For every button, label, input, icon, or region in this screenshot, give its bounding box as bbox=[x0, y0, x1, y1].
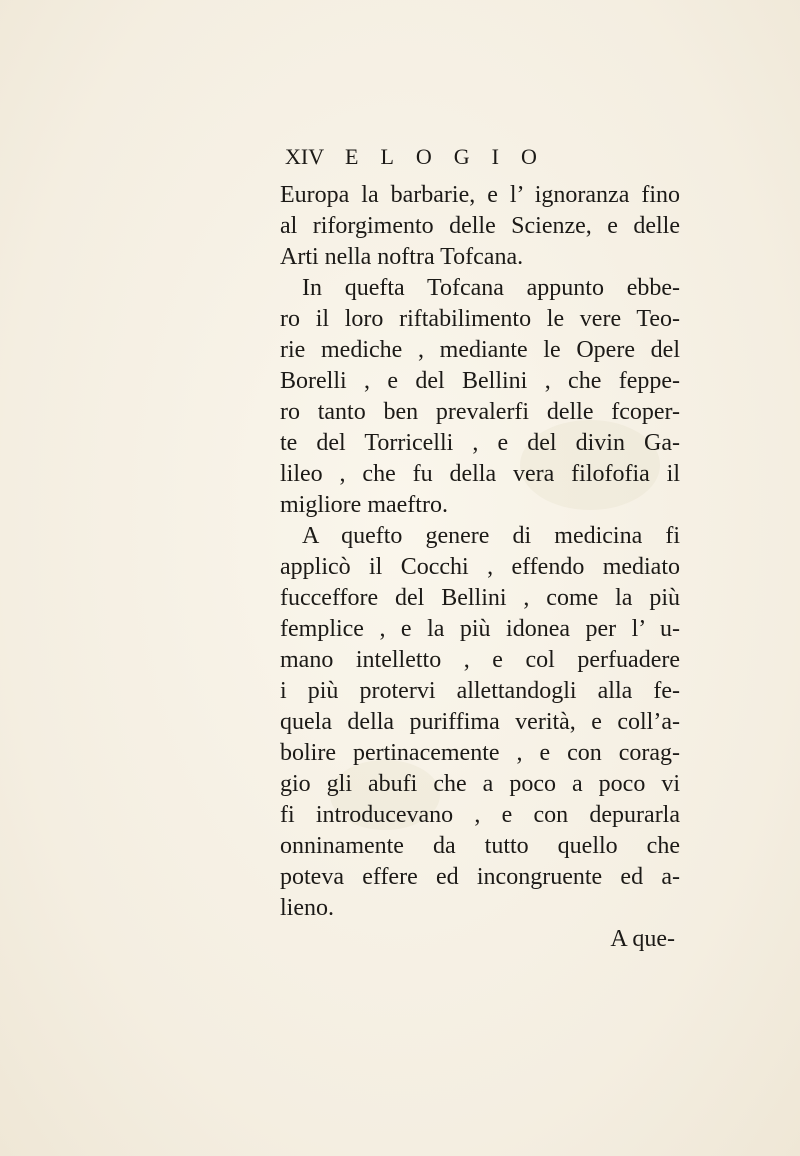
text-line: i più protervi allettandogli alla fe- bbox=[280, 678, 680, 704]
page-header bbox=[285, 143, 675, 171]
text-line: Arti nella noftra Tofcana. bbox=[280, 244, 524, 270]
text-line: Borelli , e del Bellini , che feppe- bbox=[280, 368, 680, 394]
text-line: ro il loro riftabilimento le vere Teo- bbox=[280, 306, 680, 332]
text-line: femplice , e la più idonea per l’ u- bbox=[280, 616, 680, 642]
text-line: In quefta Tofcana appunto ebbe- bbox=[302, 275, 680, 301]
text-line: fucceffore del Bellini , come la più bbox=[280, 585, 680, 611]
text-line: rie mediche , mediante le Opere del bbox=[280, 337, 680, 363]
text-line: lieno. bbox=[280, 895, 334, 921]
text-line: ro tanto ben prevalerfi delle fcoper- bbox=[280, 399, 680, 425]
text-line: poteva effere ed incongruente ed a- bbox=[280, 864, 680, 890]
text-line: mano intelletto , e col perfuadere bbox=[280, 647, 680, 673]
text-line: quela della puriffima verità, e coll’a- bbox=[280, 709, 680, 735]
text-line: onninamente da tutto quello che bbox=[280, 833, 680, 859]
text-line: fi introducevano , e con depurarla bbox=[280, 802, 680, 828]
text-line: te del Torricelli , e del divin Ga- bbox=[280, 430, 680, 456]
text-line: Europa la barbarie, e l’ ignoranza fino bbox=[280, 182, 680, 208]
text-line: lileo , che fu della vera filofofia il bbox=[280, 461, 680, 487]
text-line: al riforgimento delle Scienze, e delle bbox=[280, 213, 680, 239]
body-text bbox=[280, 180, 680, 955]
page-number: XIV bbox=[285, 144, 325, 169]
text-line: applicò il Cocchi , effendo mediato bbox=[280, 554, 680, 580]
running-title: ELOGIO bbox=[345, 144, 559, 169]
text-line: bolire pertinacemente , e con corag- bbox=[280, 740, 680, 766]
text-line: A quefto genere di medicina fi bbox=[302, 523, 680, 549]
text-line: migliore maeftro. bbox=[280, 492, 448, 518]
text-line: gio gli abufi che a poco a poco vi bbox=[280, 771, 680, 797]
catchword: A que- bbox=[610, 926, 675, 952]
